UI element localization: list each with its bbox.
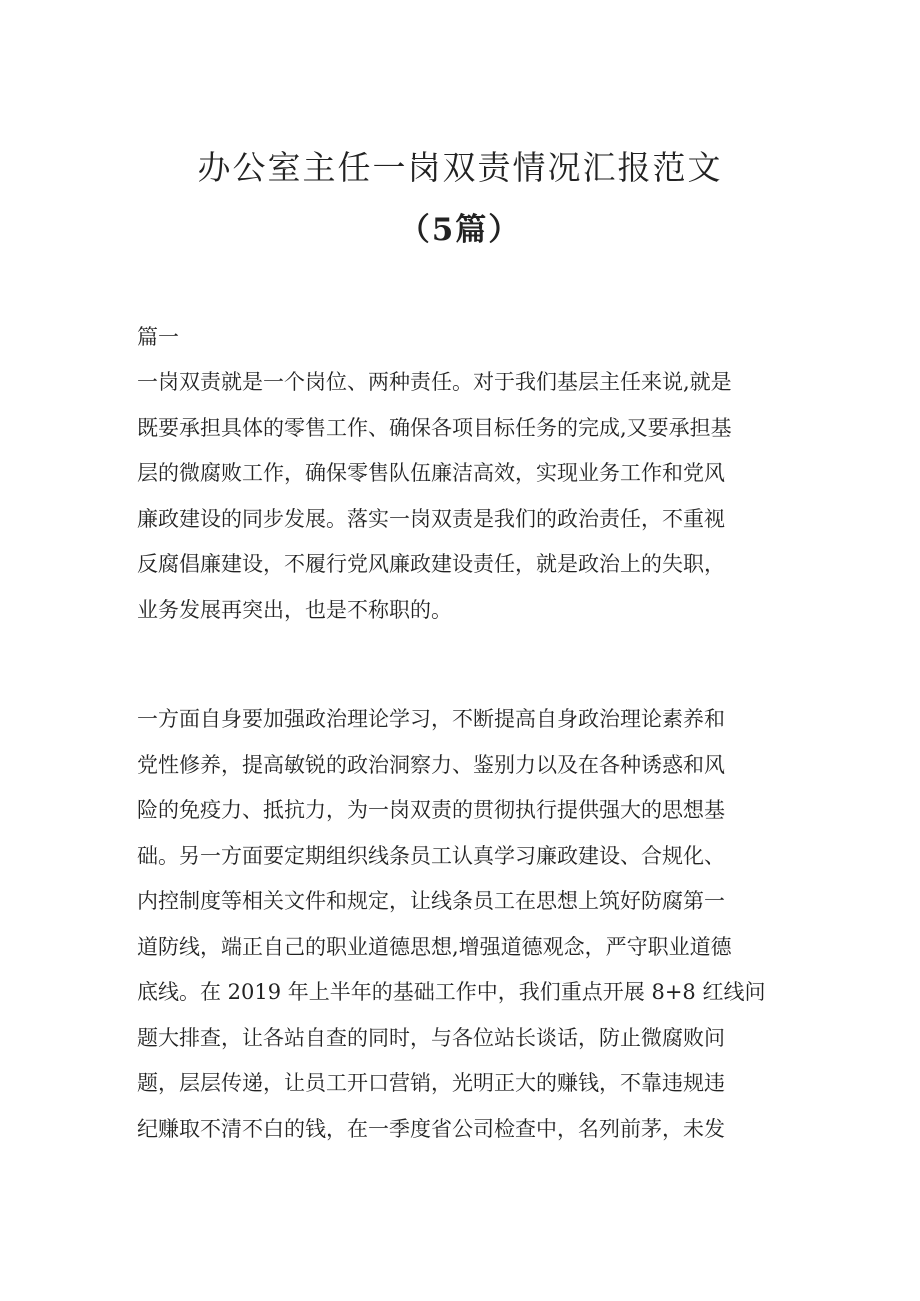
- paragraph-line: 一岗双责就是一个岗位、两种责任。对于我们基层主任来说,就是: [137, 370, 732, 394]
- paragraph-line: 险的免疫力、抵抗力，为一岗双责的贯彻执行提供强大的思想基: [137, 798, 725, 822]
- paragraph-line: 反腐倡廉建设，不履行党风廉政建设责任，就是政治上的失职，: [137, 552, 725, 576]
- paragraph-line: 业务发展再突出，也是不称职的。: [137, 597, 452, 622]
- paragraph-line: 道防线，端正自己的职业道德思想,增强道德观念，严守职业道德: [137, 934, 732, 959]
- paragraph-line: 题，层层传递，让员工开口营销，光明正大的赚钱，不靠违规违: [137, 1071, 725, 1095]
- paragraph-line: 题大排查，让各站自查的同时，与各位站长谈话，防止微腐败问: [137, 1025, 725, 1050]
- paragraph-line: 底线。在 2019 年上半年的基础工作中，我们重点开展 8+8 红线问: [137, 980, 766, 1004]
- paragraph-line: 内控制度等相关文件和规定，让线条员工在思想上筑好防腐第一: [137, 889, 725, 913]
- paragraph-line: 础。另一方面要定期组织线条员工认真学习廉政建设、合规化、: [137, 843, 725, 868]
- section-label: 篇一: [137, 325, 179, 349]
- paragraph-line: 既要承担具体的零售工作、确保各项目标任务的完成,又要承担基: [137, 415, 732, 440]
- document-title: 办公室主任一岗双责情况汇报范文: [197, 148, 723, 187]
- paragraph-line: 党性修养，提高敏锐的政治洞察力、鉴别力以及在各种诱惑和风: [137, 752, 725, 777]
- document-subtitle: （5篇）: [398, 212, 522, 248]
- paragraph-line: 层的微腐败工作，确保零售队伍廉洁高效，实现业务工作和党风: [137, 461, 725, 485]
- paragraph-line: 一方面自身要加强政治理论学习，不断提高自身政治理论素养和: [137, 707, 725, 731]
- paragraph-1: [137, 360, 787, 633]
- paragraph-line: 纪赚取不清不白的钱，在一季度省公司检查中，名列前茅，未发: [137, 1116, 725, 1141]
- paragraph-line: 廉政建设的同步发展。落实一岗双责是我们的政治责任，不重视: [137, 506, 725, 531]
- paragraph-2: [137, 697, 787, 1152]
